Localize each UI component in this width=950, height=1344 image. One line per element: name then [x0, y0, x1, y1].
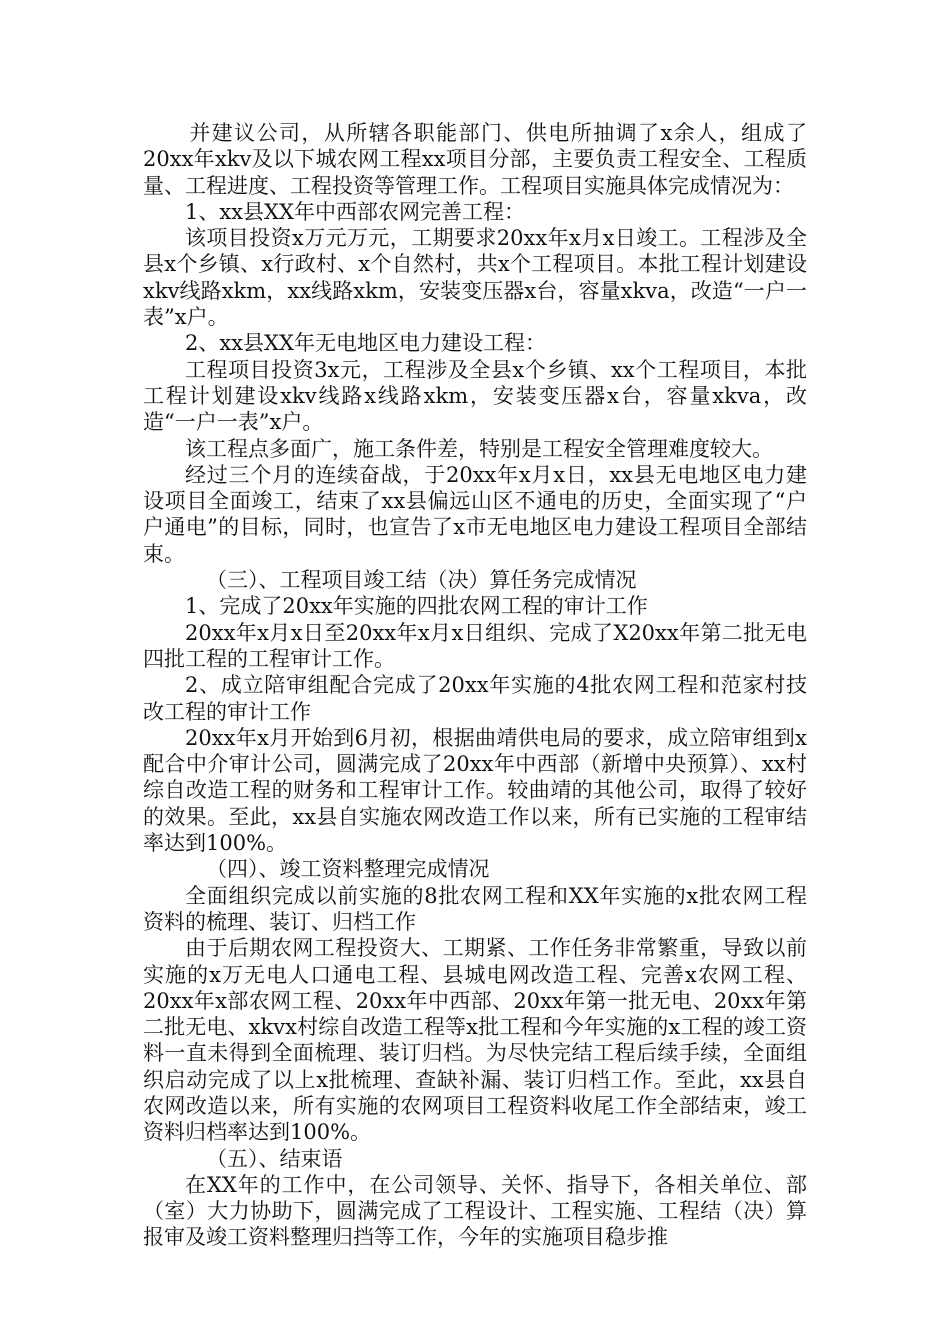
item-2-body: 工程项目投资3x元，工程涉及全县x个乡镇、xx个工程项目，本批工程计划建设xkv线路x线路xkm，安装变压器x台，容量xkva，改造“一户一表”x户。: [143, 357, 807, 435]
section-3-heading: （三）、工程项目竣工结（决）算任务完成情况: [206, 568, 637, 593]
paragraph-intro: 并建议公司，从所辖各职能部门、供电所抽调了x余人，组成了20xx年xkv及以下城农网工程xx项目分部，主要负责工程安全、工程质量、工程进度、工程投资等管理工作。工程项目实施具体完成情况为：: [143, 121, 807, 198]
section-3-item-2-title: 2、成立陪审组配合完成了20xx年实施的4批农网工程和范家村技改工程的审计工作: [143, 673, 807, 724]
section-4-body: 由于后期农网工程投资大、工期紧、工作任务非常繁重，导致以前实施的x万无电人口通电工程、县城电网改造工程、完善x农网工程、20xx年x部农网工程、20xx年中西部、20xx年第一批无电、20xx年第二批无电、xkvx村综自改造工程等x批工程和今年实施的x工程的竣工资料一直未得到全面梳理、装订归档。为尽快完结工程后续手续，全面组织启动完成了以上x批梳理、查缺补漏、装订归档工作。至此，xx县自农网改造以来，所有实施的农网项目工程资料收尾工作全部结束，竣工资料归档率达到100%。: [143, 936, 807, 1145]
item-2-result: 经过三个月的连续奋战，于20xx年x月x日，xx县无电地区电力建设项目全面竣工，结束了xx县偏远山区不通电的历史，全面实现了“户户通电”的目标，同时，也宣告了x市无电地区电力建设工程项目全部结束。: [143, 462, 807, 566]
section-3-item-2-body: 20xx年x月开始到6月初，根据曲靖供电局的要求，成立陪审组到x配合中介审计公司，圆满完成了20xx年中西部（新增中央预算）、xx村综自改造工程的财务和工程审计工作。较曲靖的其他公司，取得了较好的效果。至此，xx县自实施农网改造工作以来，所有已实施的工程审结率达到100%。: [143, 725, 807, 856]
item-1-title: 1、xx县XX年中西部农网完善工程：: [185, 199, 525, 224]
item-2-note: 该工程点多面广，施工条件差，特别是工程安全管理难度较大。: [185, 436, 773, 461]
item-1-body: 该项目投资x万元万元，工期要求20xx年x月x日竣工。工程涉及全县x个乡镇、x行政村、x个自然村，共x个工程项目。本批工程计划建设xkv线路xkm，xx线路xkm，安装变压器x台，容量xkva，改造“一户一表”x户。: [143, 226, 807, 330]
section-5-body: 在XX年的工作中，在公司领导、关怀、指导下，各相关单位、部（室）大力协助下，圆满完成了工程设计、工程实施、工程结（决）算报审及竣工资料整理归挡等工作，今年的实施项目稳步推: [143, 1172, 807, 1250]
document-body: [143, 120, 807, 1251]
section-4-summary: 全面组织完成以前实施的8批农网工程和XX年实施的x批农网工程资料的梳理、装订、归档工作: [143, 883, 807, 934]
section-4-heading: （四）、竣工资料整理完成情况: [206, 857, 490, 882]
section-5-heading: （五）、结束语: [206, 1146, 343, 1171]
section-3-item-1-body: 20xx年x月x日至20xx年x月x日组织、完成了X20xx年第二批无电四批工程的工程审计工作。: [143, 620, 807, 671]
section-3-item-1-title: 1、完成了20xx年实施的四批农网工程的审计工作: [185, 594, 648, 619]
item-2-title: 2、xx县XX年无电地区电力建设工程：: [185, 331, 546, 356]
